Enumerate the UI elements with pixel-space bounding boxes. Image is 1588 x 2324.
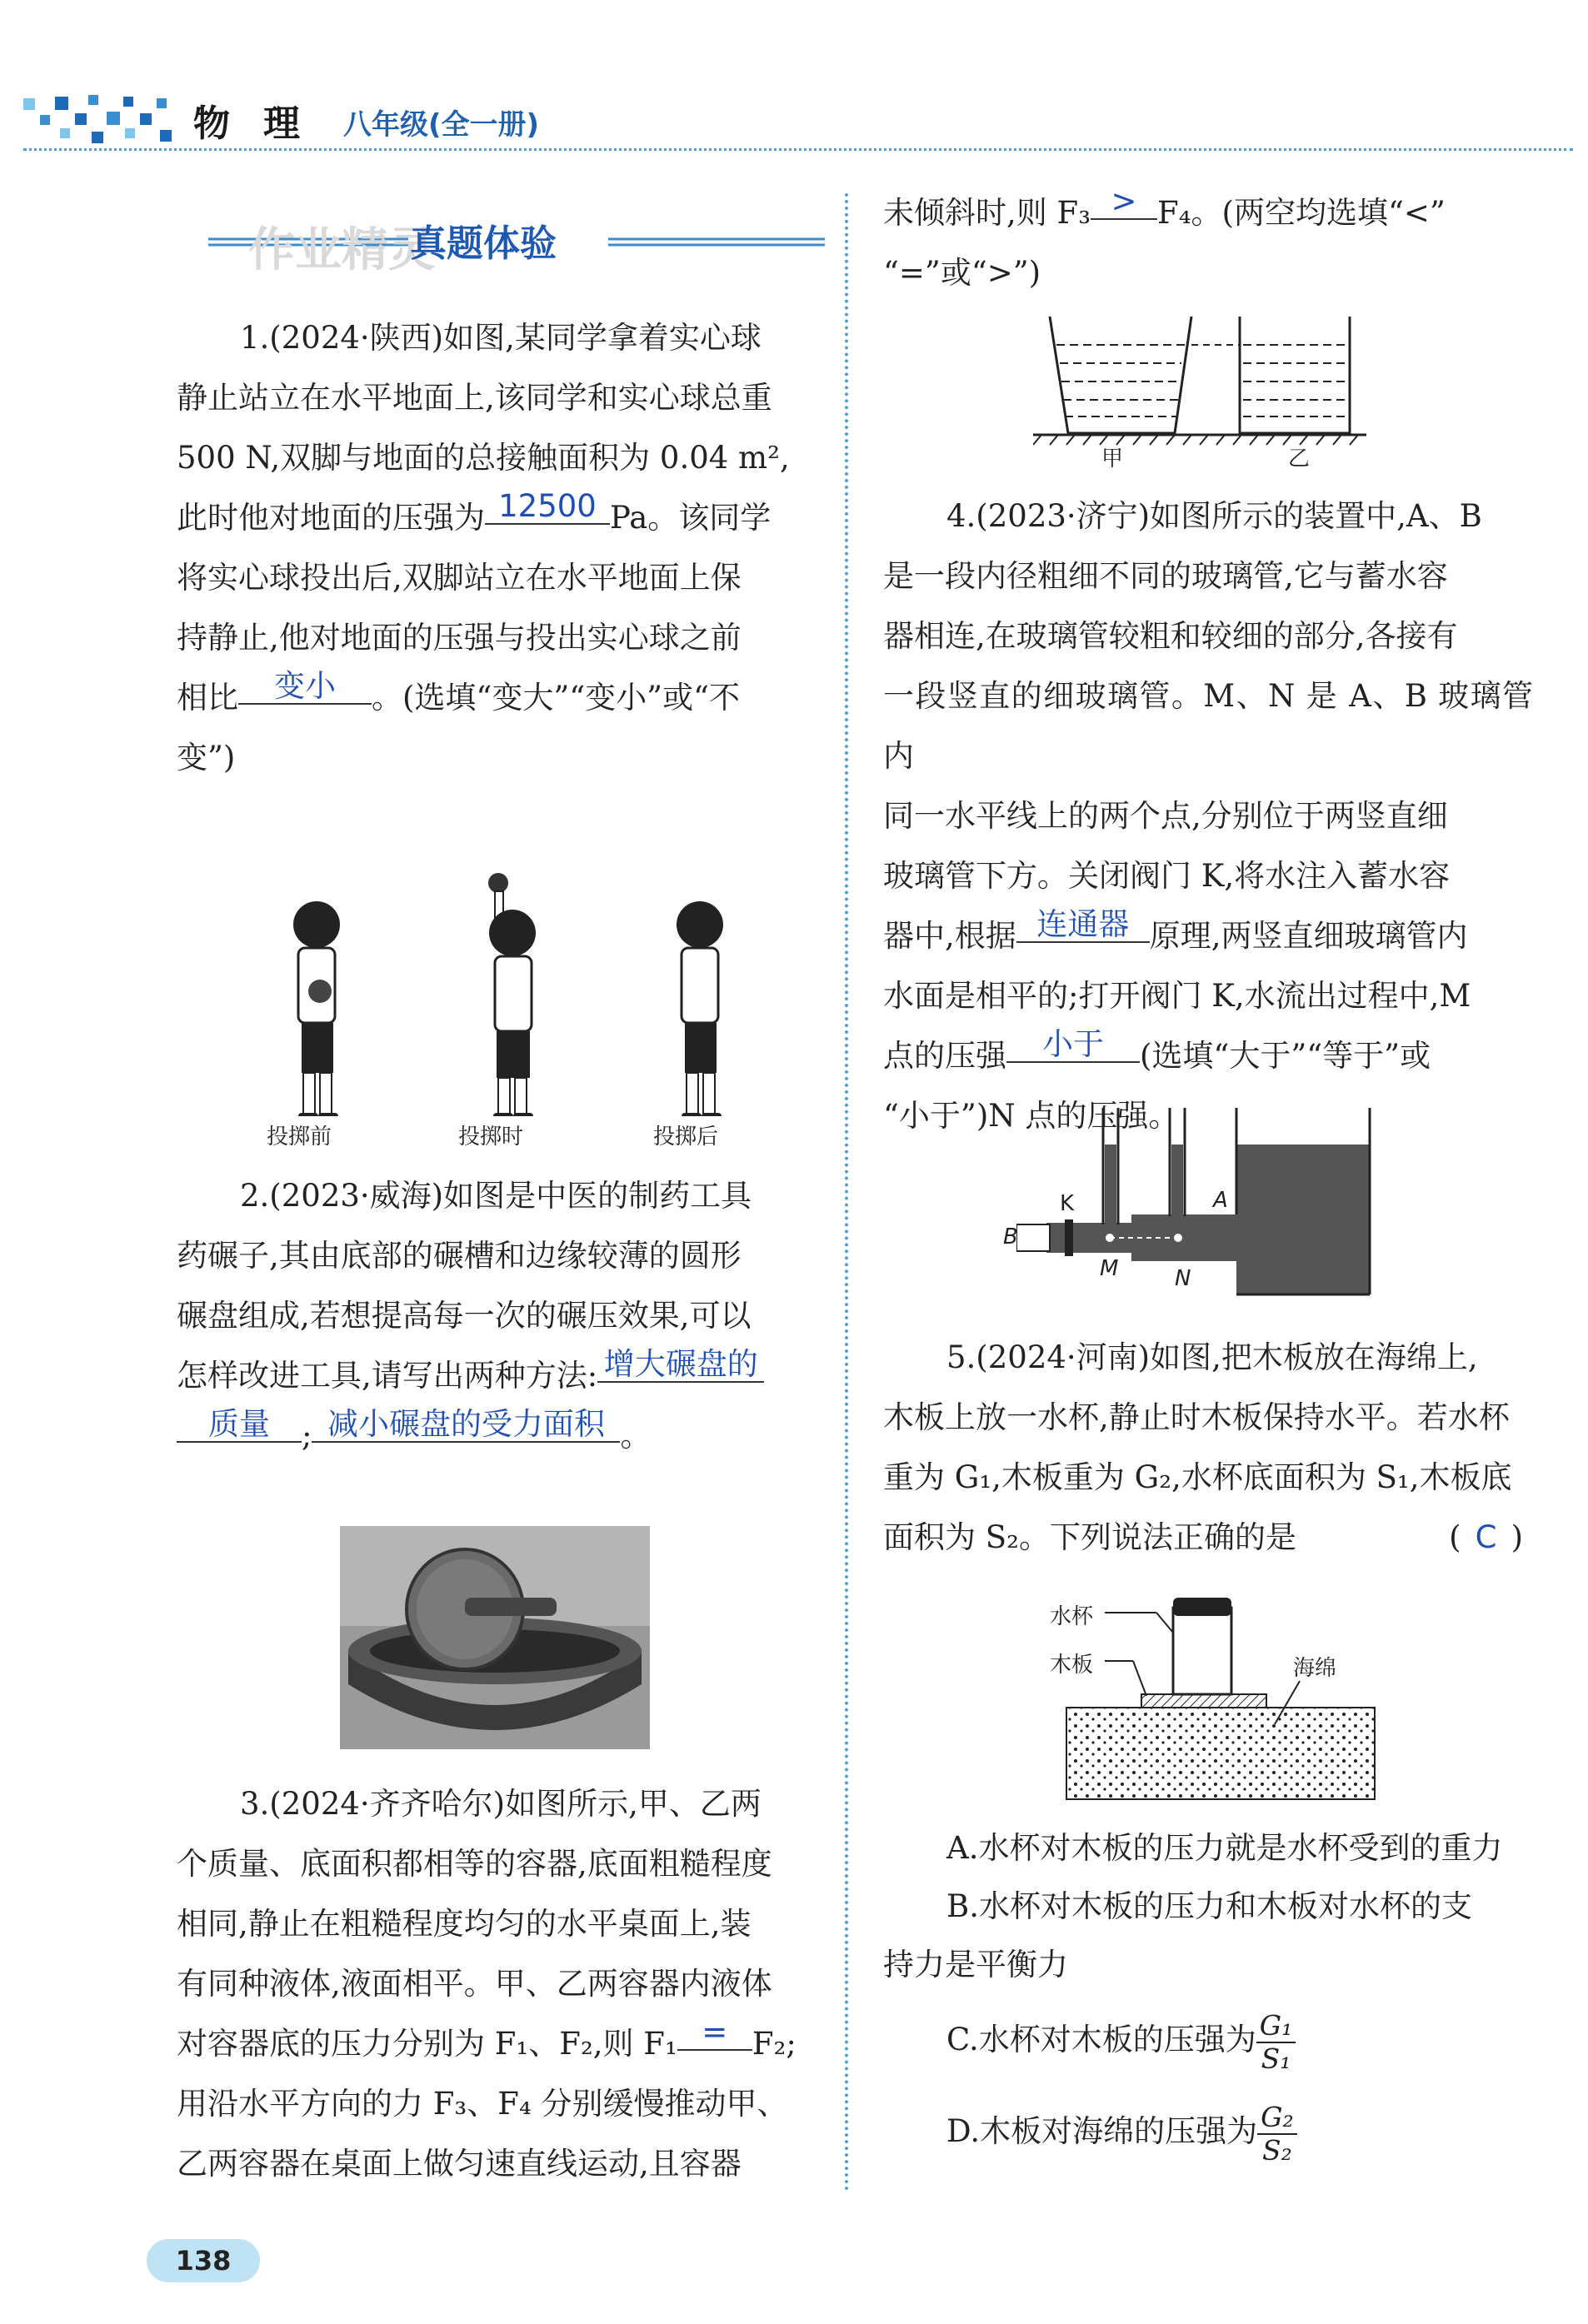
containers-icon bbox=[1033, 308, 1366, 475]
q5-label-sponge: 海绵 bbox=[1293, 1656, 1337, 1681]
q3-cont-line-1: 未倾斜时,则 F₃ > F₄。(两空均选填“<” bbox=[883, 183, 1446, 231]
q3-continuation bbox=[883, 183, 1533, 303]
q4-line-10: “小于”)N 点的压强。 bbox=[883, 1098, 1180, 1134]
q1-line-7: 相比 变小 。(选填“变大”“变小”或“不 bbox=[177, 668, 741, 716]
q1-line-2: 静止站立在水平地面上,该同学和实心球总重 bbox=[177, 380, 772, 416]
q4-line-2: 是一段内径粗细不同的玻璃管,它与蓄水容 bbox=[883, 558, 1448, 594]
cup-board-sponge-icon bbox=[1050, 1583, 1383, 1808]
q3-answer-1[interactable]: = bbox=[677, 2016, 752, 2051]
q1-line-5: 将实心球投出后,双脚站立在水平地面上保 bbox=[177, 560, 742, 596]
q4-line-6: 玻璃管下方。关闭阀门 K,将水注入蓄水容 bbox=[883, 858, 1451, 894]
q4-label-k: K bbox=[1060, 1191, 1075, 1216]
header-subject: 物理 bbox=[193, 102, 333, 145]
q1-answer-1[interactable]: 12500 bbox=[485, 490, 610, 525]
q3-label-yi: 乙 bbox=[1288, 446, 1311, 471]
q4-figure bbox=[1003, 1108, 1383, 1308]
q4-label-m: M bbox=[1100, 1256, 1119, 1281]
q1-caption-before: 投掷前 bbox=[267, 1125, 332, 1150]
page-number: 138 bbox=[175, 2245, 232, 2277]
q5-answer[interactable]: C bbox=[1475, 1519, 1497, 1555]
q4-label-b: B bbox=[1003, 1224, 1018, 1249]
q1-line-6: 持静止,他对地面的压强与投出实心球之前 bbox=[177, 620, 742, 656]
q5-line-4: 面积为 S₂。下列说法正确的是 ( C ) bbox=[883, 1508, 1533, 1568]
q5-line-1: 5.(2024·河南)如图,把木板放在海绵上, bbox=[946, 1339, 1478, 1375]
header-squares-icon bbox=[23, 90, 182, 155]
q5-line-3: 重为 G₁,木板重为 G₂,水杯底面积为 S₁,木板底 bbox=[883, 1459, 1512, 1495]
q3-line-2: 个质量、底面积都相等的容器,底面粗糙程度 bbox=[177, 1846, 772, 1882]
q4-answer-2[interactable]: 小于 bbox=[1006, 1028, 1140, 1063]
q3-answer-2[interactable]: > bbox=[1091, 185, 1157, 220]
header-decoration bbox=[23, 90, 182, 155]
q3-line-4: 有同种液体,液面相平。甲、乙两容器内液体 bbox=[177, 1966, 772, 2002]
q5-option-b-line2[interactable]: 持力是平衡力 bbox=[883, 1947, 1068, 1982]
q3-line-3: 相同,静止在粗糙程度均匀的水平桌面上,装 bbox=[177, 1906, 752, 1942]
q1-line-1: 1.(2024·陕西)如图,某同学拿着实心球 bbox=[240, 320, 762, 356]
q5-option-c-fraction: $\frac{\text{G₁}}{\text{S₁}}$ bbox=[1256, 2010, 1296, 2075]
q3-line-7: 乙两容器在桌面上做匀速直线运动,且容器 bbox=[177, 2146, 742, 2182]
section-right-lines-icon bbox=[608, 237, 825, 248]
q5-label-board: 木板 bbox=[1050, 1653, 1094, 1678]
q2-figure-photo bbox=[340, 1526, 650, 1749]
q1-figure bbox=[250, 866, 783, 1150]
q3-line-6: 用沿水平方向的力 F₃、F₄ 分别缓慢推动甲、 bbox=[177, 2086, 788, 2122]
q2-answer-1b[interactable]: 质量 bbox=[177, 1408, 302, 1443]
q3-figure bbox=[1033, 308, 1366, 475]
q2-line-4: 怎样改进工具,请写出两种方法: 增大碾盘的 bbox=[177, 1346, 816, 1406]
q4-text bbox=[883, 486, 1533, 1146]
q1-text bbox=[177, 308, 816, 788]
q2-answer-1a[interactable]: 增大碾盘的 bbox=[597, 1348, 764, 1383]
q3-line-1: 3.(2024·齐齐哈尔)如图所示,甲、乙两 bbox=[240, 1786, 762, 1822]
q5-options bbox=[883, 1819, 1541, 2177]
q5-option-d-fraction: $\frac{\text{G₂}}{\text{S₂}}$ bbox=[1257, 2102, 1297, 2167]
q3-label-jia: 甲 bbox=[1101, 446, 1124, 471]
q1-line-3: 500 N,双脚与地面的总接触面积为 0.04 m², bbox=[177, 440, 790, 476]
q4-label-a: A bbox=[1213, 1188, 1228, 1213]
q1-line-4: 此时他对地面的压强为 12500 Pa。该同学 bbox=[177, 488, 772, 536]
header-divider bbox=[23, 148, 1573, 151]
header-grade: 八年级(全一册) bbox=[343, 108, 540, 142]
column-separator bbox=[845, 193, 848, 2192]
q5-figure bbox=[1050, 1583, 1383, 1808]
section-title: 真题体验 bbox=[410, 222, 557, 265]
q2-line-3: 碾盘组成,若想提高每一次的碾压效果,可以 bbox=[177, 1298, 752, 1334]
q4-label-n: N bbox=[1175, 1266, 1191, 1291]
q2-line-1: 2.(2023·威海)如图是中医的制药工具 bbox=[240, 1178, 752, 1214]
q5-answer-bracket: ( C ) bbox=[1449, 1508, 1523, 1568]
q4-answer-1[interactable]: 连通器 bbox=[1016, 908, 1150, 943]
q4-line-9: 点的压强 小于 (选填“大于”“等于”或 bbox=[883, 1026, 1431, 1074]
q4-line-4: 一段竖直的细玻璃管。M、N 是 A、B 玻璃管内 bbox=[883, 678, 1533, 774]
page-number-badge bbox=[147, 2239, 260, 2282]
q1-line-8: 变”) bbox=[177, 740, 236, 775]
q5-option-c[interactable]: C.水杯对木板的压强为 $\frac{\text{G₁}}{\text{S₁}}$ bbox=[883, 1994, 1541, 2086]
q1-answer-2[interactable]: 变小 bbox=[238, 670, 372, 705]
q2-answer-2[interactable]: 减小碾盘的受力面积 bbox=[312, 1408, 620, 1443]
thrower-figures-icon bbox=[250, 866, 783, 1116]
q1-caption-during: 投掷时 bbox=[458, 1125, 524, 1150]
q5-label-cup: 水杯 bbox=[1050, 1604, 1094, 1629]
q4-line-3: 器相连,在玻璃管较粗和较细的部分,各接有 bbox=[883, 618, 1458, 654]
section-watermark: 作业精灵 bbox=[248, 223, 435, 277]
q4-line-7: 器中,根据 连通器 原理,两竖直细玻璃管内 bbox=[883, 906, 1468, 954]
q3-cont-line-2: “=”或“>”) bbox=[883, 255, 1041, 291]
q4-line-8: 水面是相平的;打开阀门 K,水流出过程中,M bbox=[883, 978, 1471, 1014]
q5-option-b-line1[interactable]: B.水杯对木板的压力和木板对水杯的支 bbox=[946, 1888, 1472, 1924]
q5-line-2: 木板上放一水杯,静止时木板保持水平。若水杯 bbox=[883, 1399, 1510, 1435]
q2-line-5: 质量 ; 减小碾盘的受力面积 。 bbox=[177, 1406, 816, 1466]
q1-caption-after: 投掷后 bbox=[653, 1125, 719, 1150]
q5-option-a[interactable]: A.水杯对木板的压力就是水杯受到的重力 bbox=[946, 1830, 1503, 1866]
q5-option-d[interactable]: D.木板对海绵的压强为 $\frac{\text{G₂}}{\text{S₂}}$ bbox=[883, 2086, 1541, 2177]
section-header bbox=[208, 208, 825, 275]
q5-text bbox=[883, 1328, 1533, 1568]
q3-text bbox=[177, 1774, 816, 2194]
q4-line-1: 4.(2023·济宁)如图所示的装置中,A、B bbox=[946, 498, 1482, 534]
q4-line-5: 同一水平线上的两个点,分别位于两竖直细 bbox=[883, 798, 1448, 834]
grinder-photo-icon bbox=[340, 1526, 650, 1749]
q2-line-2: 药碾子,其由底部的碾槽和边缘较薄的圆形 bbox=[177, 1238, 742, 1274]
q3-line-5: 对容器底的压力分别为 F₁、F₂,则 F₁ = F₂; bbox=[177, 2014, 796, 2062]
q2-text bbox=[177, 1166, 816, 1466]
